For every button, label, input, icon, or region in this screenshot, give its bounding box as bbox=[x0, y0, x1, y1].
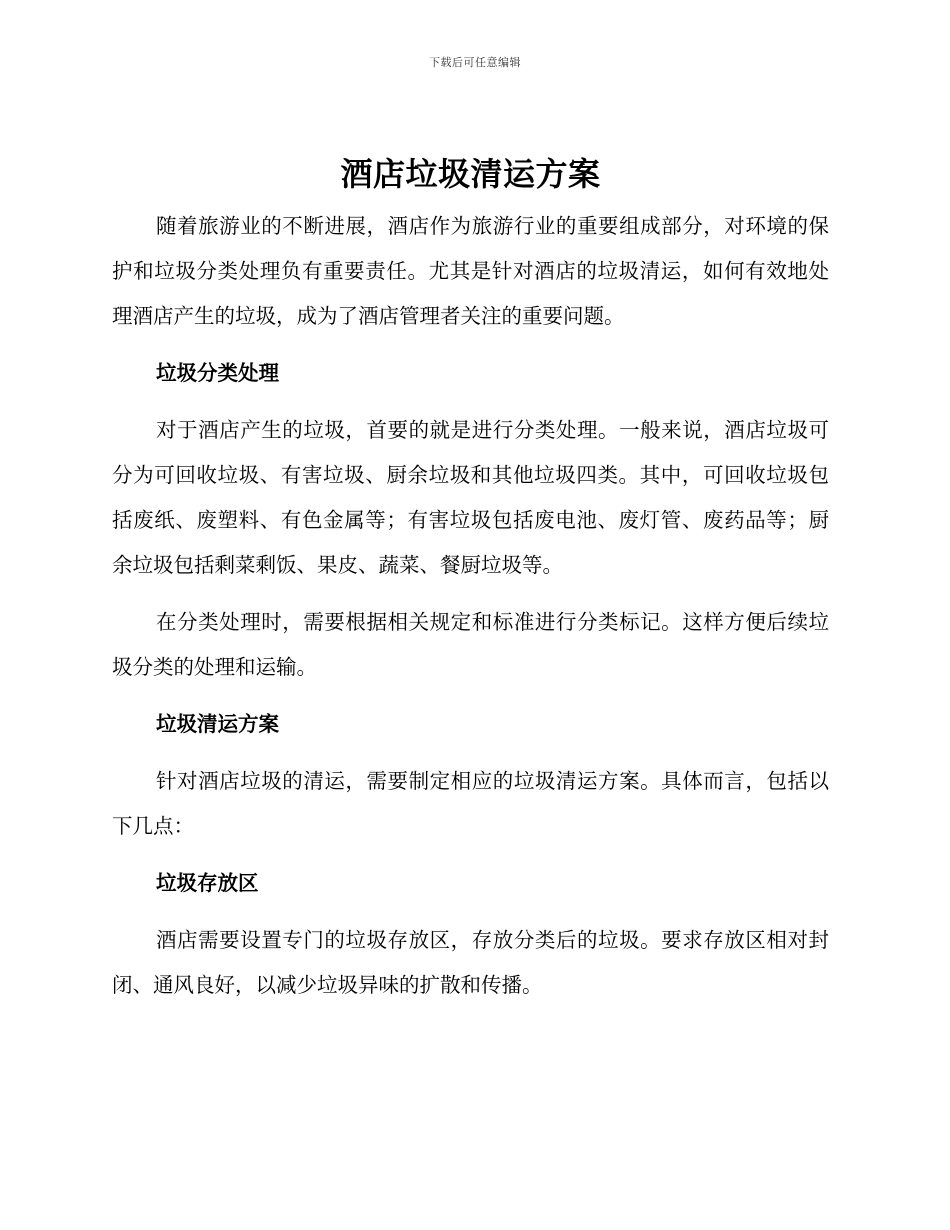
document-body bbox=[112, 148, 829, 1008]
section-heading-storage-area: 垃圾存放区 bbox=[156, 871, 259, 895]
document-title: 酒店垃圾清运方案 bbox=[340, 155, 601, 193]
classification-paragraph-2: 在分类处理时，需要根据相关规定和标准进行分类标记。这样方便后续垃圾分类的处理和运输。 bbox=[112, 610, 829, 679]
section-heading-clearance-plan: 垃圾清运方案 bbox=[156, 712, 279, 736]
page-header-note: 下载后可任意编辑 bbox=[429, 56, 521, 69]
storage-area-paragraph: 酒店需要设置专门的垃圾存放区，存放分类后的垃圾。要求存放区相对封闭、通风良好，以减少垃圾异味的扩散和传播。 bbox=[112, 928, 829, 997]
intro-paragraph: 随着旅游业的不断进展，酒店作为旅游行业的重要组成部分，对环境的保护和垃圾分类处理负有重要责任。尤其是针对酒店的垃圾清运，如何有效地处理酒店产生的垃圾，成为了酒店管理者关注的重要问题。 bbox=[112, 214, 829, 328]
classification-paragraph-1: 对于酒店产生的垃圾，首要的就是进行分类处理。一般来说，酒店垃圾可分为可回收垃圾、有害垃圾、厨余垃圾和其他垃圾四类。其中，可回收垃圾包括废纸、废塑料、有色金属等；有害垃圾包括废电池、废灯管、废药品等；厨余垃圾包括剩菜剩饭、果皮、蔬菜、餐厨垃圾等。 bbox=[112, 418, 829, 577]
clearance-plan-paragraph: 针对酒店垃圾的清运，需要制定相应的垃圾清运方案。具体而言，包括以下几点： bbox=[112, 769, 829, 838]
section-heading-classification: 垃圾分类处理 bbox=[156, 361, 279, 385]
